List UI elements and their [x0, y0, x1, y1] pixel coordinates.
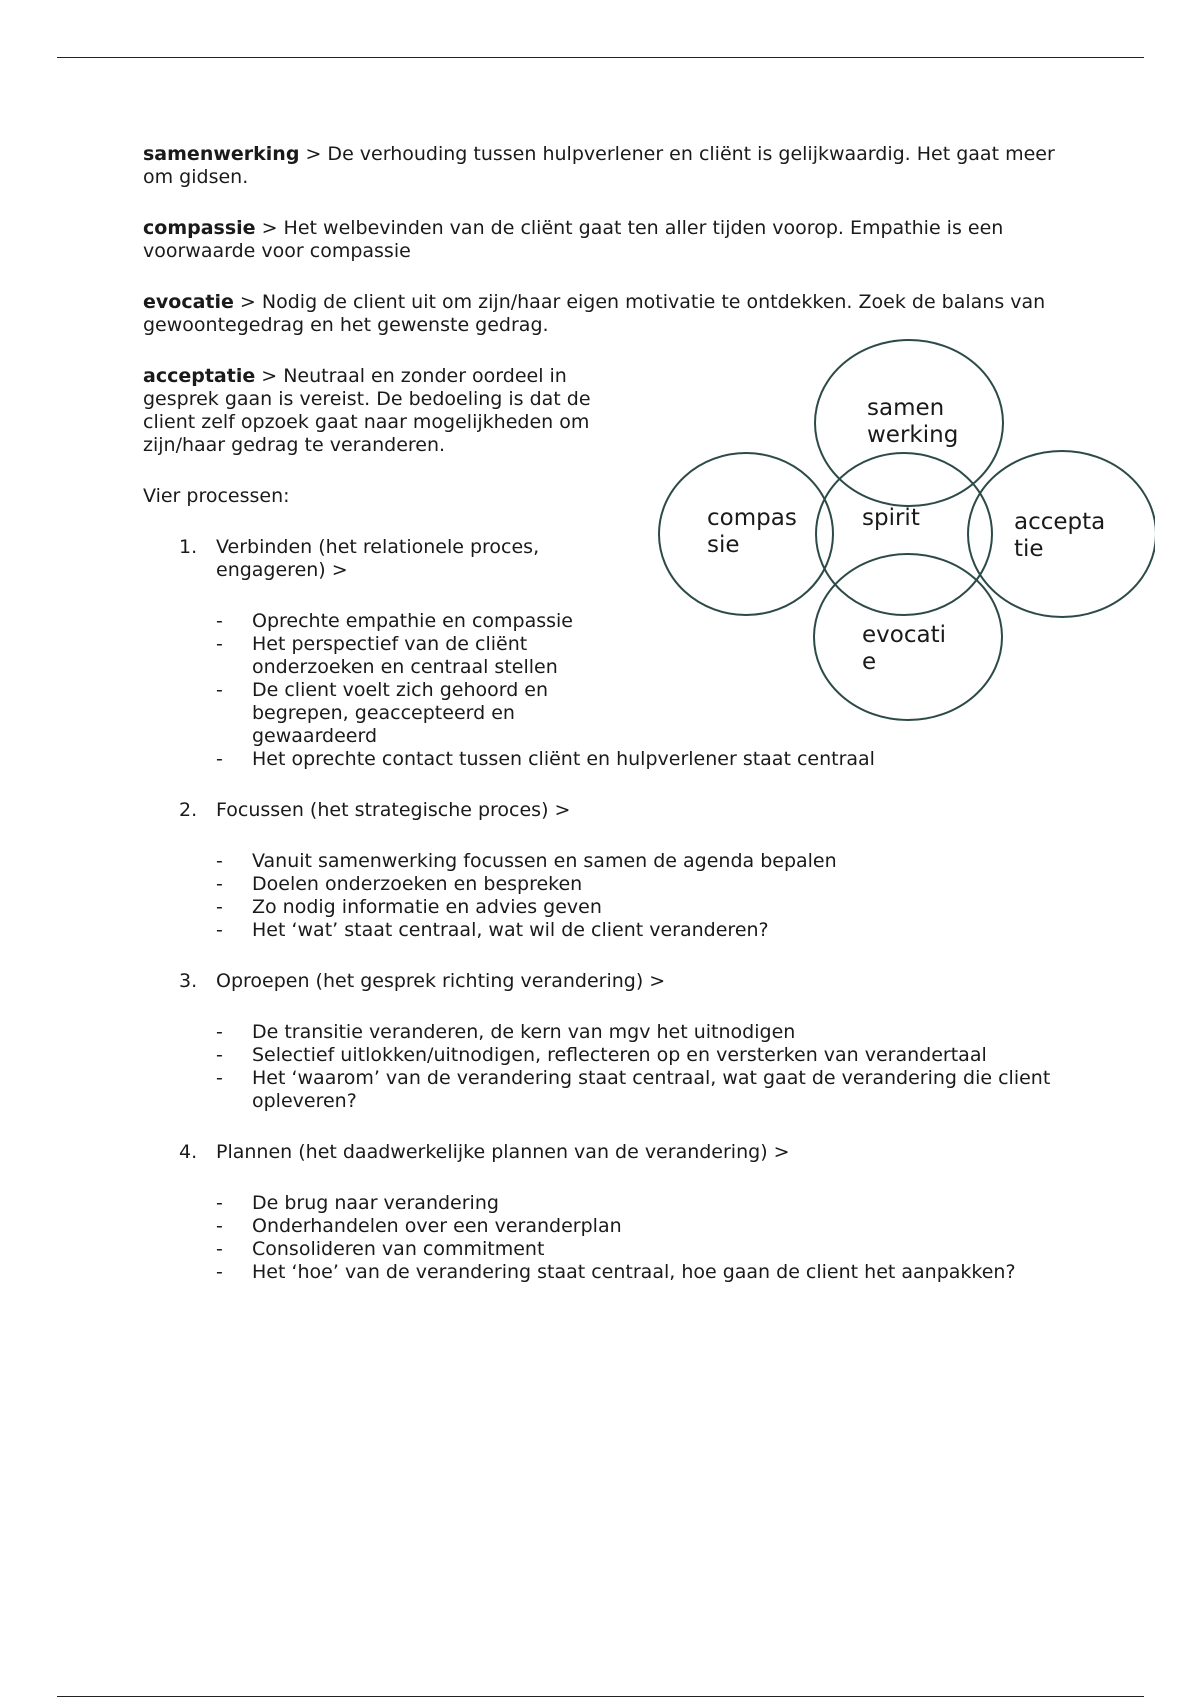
- bullet-text: Het ‘wat’ staat centraal, wat wil de client veranderen?: [252, 919, 769, 941]
- label-acceptatie: [1014, 509, 1105, 563]
- bullet-item: [216, 1261, 1073, 1284]
- definition-term: acceptatie: [143, 365, 256, 387]
- bullet-text: Vanuit samenwerking focussen en samen de agenda bepalen: [252, 850, 837, 872]
- label-line: evocati: [862, 622, 946, 648]
- definition-samenwerking: [143, 143, 1073, 189]
- circle-spirit: [816, 453, 992, 615]
- process-bullets: [216, 850, 1073, 942]
- label-line: e: [862, 649, 877, 675]
- definition-compassie: [143, 217, 1073, 263]
- bullet-item: [216, 1067, 1073, 1113]
- dash-marker: -: [216, 919, 223, 941]
- definition-text: > De verhouding tussen hulpverlener en cliënt is gelijkwaardig. Het gaat meer om gidsen.: [143, 143, 1055, 188]
- bullet-item: [216, 1192, 1073, 1215]
- label-samenwerking: [867, 395, 958, 449]
- bullet-item: [216, 610, 582, 633]
- bullet-item: [216, 679, 582, 748]
- dash-marker: -: [216, 850, 223, 872]
- footer-rule: [57, 1696, 1144, 1697]
- dash-marker: -: [216, 1238, 223, 1260]
- dash-marker: -: [216, 679, 223, 701]
- label-line: tie: [1014, 536, 1044, 562]
- bullet-item: [216, 896, 1073, 919]
- dash-marker: -: [216, 633, 223, 655]
- dash-marker: -: [216, 873, 223, 895]
- bullet-item: [216, 1238, 1073, 1261]
- definition-term: samenwerking: [143, 143, 300, 165]
- spirit-venn-diagram: [655, 335, 1155, 735]
- dash-marker: -: [216, 896, 223, 918]
- bullet-text: Het oprechte contact tussen cliënt en hulpverlener staat centraal: [252, 748, 875, 770]
- definition-text: > Neutraal en zonder oordeel in gesprek gaan is vereist. De bedoeling is dat de client zelf opzoek gaat naar mogelijkheden om zijn/haar gedrag te veranderen.: [143, 365, 591, 456]
- header-rule: [57, 57, 1144, 58]
- process-number: 2.: [179, 799, 198, 821]
- process-title: Verbinden (het relationele proces, engageren) >: [216, 536, 540, 581]
- definition-text: > Het welbevinden van de cliënt gaat ten aller tijden voorop. Empathie is een voorwaarde voor compassie: [143, 217, 1004, 262]
- process-title: Oproepen (het gesprek richting verandering) >: [216, 970, 666, 992]
- dash-marker: -: [216, 610, 223, 632]
- bullet-item: [216, 919, 1073, 942]
- process-bullets: [216, 1192, 1073, 1284]
- bullet-text: Het perspectief van de cliënt onderzoeken en centraal stellen: [252, 633, 558, 678]
- process-number: 4.: [179, 1141, 198, 1163]
- dash-marker: -: [216, 1067, 223, 1089]
- label-line: sie: [707, 532, 740, 558]
- dash-marker: -: [216, 1044, 223, 1066]
- bullet-text: De client voelt zich gehoord en begrepen, geaccepteerd en gewaardeerd: [252, 679, 549, 747]
- bullet-item: [216, 633, 582, 679]
- process-title: Focussen (het strategische proces) >: [216, 799, 571, 821]
- label-line: accepta: [1014, 509, 1106, 535]
- process-item: [143, 1141, 1073, 1284]
- bullet-text: Het ‘waarom’ van de verandering staat centraal, wat gaat de verandering die client opleveren?: [252, 1067, 1051, 1112]
- label-evocatie: [862, 622, 946, 676]
- definition-term: evocatie: [143, 291, 234, 313]
- process-bullets: [216, 1021, 1073, 1113]
- bullet-text: Het ‘hoe’ van de verandering staat centraal, hoe gaan de client het aanpakken?: [252, 1261, 1016, 1283]
- processes-intro: Vier processen:: [143, 485, 290, 507]
- process-item: [143, 970, 1073, 1113]
- bullet-item: [216, 1044, 1073, 1067]
- dash-marker: -: [216, 1192, 223, 1214]
- label-line: werking: [867, 422, 959, 448]
- bullet-item: [216, 1021, 1073, 1044]
- process-title: Plannen (het daadwerkelijke plannen van de verandering) >: [216, 1141, 790, 1163]
- dash-marker: -: [216, 748, 223, 770]
- label-compassie: [707, 505, 797, 559]
- bullet-text: Onderhandelen over een veranderplan: [252, 1215, 622, 1237]
- bullet-item: [216, 1215, 1073, 1238]
- bullet-item: [216, 873, 1073, 896]
- bullet-text: Zo nodig informatie en advies geven: [252, 896, 602, 918]
- definition-text: > Nodig de client uit om zijn/haar eigen motivatie te ontdekken. Zoek de balans van gewoontegedrag en het gewenste gedrag.: [143, 291, 1046, 336]
- definition-evocatie: [143, 291, 1073, 337]
- dash-marker: -: [216, 1215, 223, 1237]
- definition-term: compassie: [143, 217, 256, 239]
- definition-acceptatie: [143, 365, 633, 457]
- label-spirit: spirit: [862, 505, 920, 531]
- process-number: 1.: [179, 536, 198, 558]
- dash-marker: -: [216, 1261, 223, 1283]
- label-line: compas: [707, 505, 797, 531]
- bullet-item: [216, 748, 1073, 771]
- bullet-text: Doelen onderzoeken en bespreken: [252, 873, 583, 895]
- label-line: samen: [867, 395, 945, 421]
- bullet-text: Consolideren van commitment: [252, 1238, 545, 1260]
- bullet-text: Selectief uitlokken/uitnodigen, reflecteren op en versterken van verandertaal: [252, 1044, 987, 1066]
- bullet-text: Oprechte empathie en compassie: [252, 610, 573, 632]
- dash-marker: -: [216, 1021, 223, 1043]
- process-number: 3.: [179, 970, 198, 992]
- process-item: [143, 799, 1073, 942]
- bullet-text: De brug naar verandering: [252, 1192, 499, 1214]
- bullet-text: De transitie veranderen, de kern van mgv het uitnodigen: [252, 1021, 796, 1043]
- bullet-item: [216, 850, 1073, 873]
